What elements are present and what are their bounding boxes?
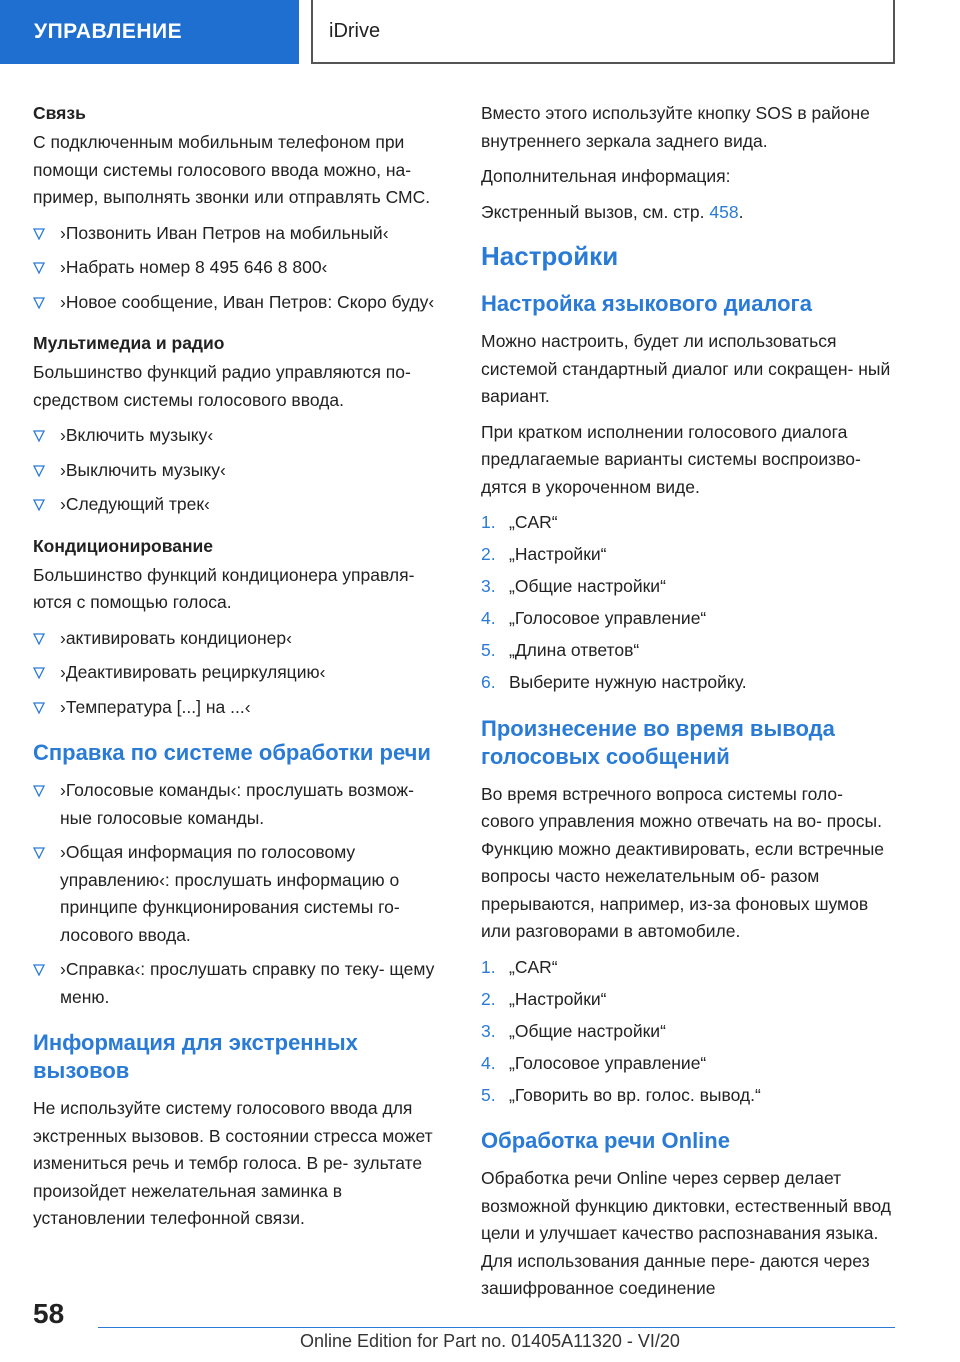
list-item xyxy=(481,1018,895,1046)
step-text: „Голосовое управление“ xyxy=(509,608,707,628)
list-item xyxy=(481,573,895,601)
step-text: „Общие настройки“ xyxy=(509,576,666,596)
list-item xyxy=(33,694,447,722)
list-item xyxy=(481,637,895,665)
step-text: Выберите нужную настройку. xyxy=(509,672,747,692)
step-number: 5. xyxy=(481,640,496,660)
list-item xyxy=(33,839,447,949)
list-item xyxy=(33,659,447,687)
step-number: 3. xyxy=(481,1020,496,1041)
step-text: „Настройки“ xyxy=(509,544,607,564)
step-number: 3. xyxy=(481,576,496,596)
command-text: ›Позвонить Иван Петров на мобильный‹ xyxy=(60,222,389,243)
section-title: УПРАВЛЕНИЕ xyxy=(34,20,183,43)
list-item xyxy=(481,986,895,1014)
triangle-bullet-icon xyxy=(33,228,45,240)
step-number: 1. xyxy=(481,512,496,532)
left-column xyxy=(33,100,447,1241)
command-text: ›Голосовые команды‹: прослушать возмож- ные голосовые команды. xyxy=(60,780,414,828)
media-text: Большинство функций радио управляются по- средством системы голосового ввода. xyxy=(33,362,411,410)
lang-heading: Настройка языкового диалога xyxy=(481,291,812,316)
climate-heading: Кондиционирование xyxy=(33,535,214,556)
help-commands xyxy=(33,777,447,1011)
list-item xyxy=(481,669,895,697)
command-text: ›Включить музыку‹ xyxy=(60,425,214,445)
chapter-title: iDrive xyxy=(329,19,381,42)
step-number: 6. xyxy=(481,672,496,692)
step-text: „CAR“ xyxy=(509,512,558,532)
edition-note: Online Edition for Part no. 01405A11320 - VI/20 xyxy=(300,1331,680,1351)
page-link[interactable]: 458 xyxy=(709,201,739,222)
svyaz-heading: Связь xyxy=(33,103,86,123)
svyaz-text: С подключенным мобильным телефоном при помощи системы голосового ввода можно, на- пример, выполнять звонки или отправлять СМС. xyxy=(33,132,431,207)
lang-text-2: При кратком исполнении голосового диалога предлагаемые варианты системы воспроизво- дятся в укороченном виде. xyxy=(481,421,861,497)
list-item xyxy=(481,1050,895,1078)
reference-text: Экстренный вызов, см. стр. xyxy=(481,201,710,222)
step-number: 1. xyxy=(481,956,496,977)
command-text: ›Температура [...] на ...‹ xyxy=(60,696,251,717)
chapter-header xyxy=(311,0,895,64)
command-text: ›Выключить музыку‹ xyxy=(60,459,226,480)
climate-text: Большинство функций кондиционера управля- ются с помощью голоса. xyxy=(33,564,415,612)
step-number: 2. xyxy=(481,544,496,564)
step-number: 2. xyxy=(481,988,496,1009)
list-item xyxy=(481,509,895,537)
more-info-label: Дополнительная информация: xyxy=(481,166,731,186)
step-text: „CAR“ xyxy=(509,956,558,977)
right-column xyxy=(481,100,895,1311)
lang-text-1: Можно настроить, будет ли использоваться системой стандартный диалог или сокращен- ный вариант. xyxy=(481,331,891,406)
triangle-bullet-icon xyxy=(33,465,45,477)
climate-commands xyxy=(33,625,447,722)
lang-steps xyxy=(481,509,895,697)
page-number: 58 xyxy=(33,1298,65,1329)
triangle-bullet-icon xyxy=(33,964,45,976)
list-item xyxy=(481,1082,895,1110)
list-item xyxy=(33,457,447,485)
reference-end: . xyxy=(738,201,744,222)
speak-heading: Произнесение во время вывода голосовых сообщений xyxy=(481,715,835,769)
settings-heading: Настройки xyxy=(481,241,619,271)
sos-text: Вместо этого используйте кнопку SOS в районе внутреннего зеркала заднего вида. xyxy=(481,103,870,151)
list-item xyxy=(33,956,447,1011)
speak-text: Во время встречного вопроса системы голо- сового управления можно отвечать на во- просы. Функцию можно деактивировать, если встречные вопросы часто нежелательным об- разом прерываются, например, из-за фоновых шумов или разговорами в автомобиле. xyxy=(481,783,885,941)
triangle-bullet-icon xyxy=(33,785,45,797)
step-number: 5. xyxy=(481,1084,496,1105)
triangle-bullet-icon xyxy=(33,847,45,859)
step-text: „Голосовое управление“ xyxy=(509,1052,707,1073)
command-text: ›Деактивировать рециркуляцию‹ xyxy=(60,662,326,682)
svyaz-commands xyxy=(33,220,447,317)
list-item xyxy=(33,491,447,519)
step-text: „Настройки“ xyxy=(509,988,607,1009)
footer-divider xyxy=(98,1327,895,1328)
triangle-bullet-icon xyxy=(33,499,45,511)
triangle-bullet-icon xyxy=(33,702,45,714)
list-item xyxy=(33,422,447,450)
section-tab xyxy=(0,0,299,64)
step-text: „Говорить во вр. голос. вывод.“ xyxy=(509,1084,761,1105)
command-text: ›Новое сообщение, Иван Петров: Скоро буду‹ xyxy=(60,291,435,312)
list-item xyxy=(481,954,895,982)
list-item xyxy=(33,289,447,317)
triangle-bullet-icon xyxy=(33,297,45,309)
media-commands xyxy=(33,422,447,519)
command-text: ›Общая информация по голосовому управлению‹: прослушать информацию о принципе функционирования системы го- лосового ввода. xyxy=(60,842,400,945)
triangle-bullet-icon xyxy=(33,633,45,645)
list-item xyxy=(33,625,447,653)
list-item xyxy=(33,254,447,282)
list-item xyxy=(481,605,895,633)
command-text: ›активировать кондиционер‹ xyxy=(60,627,292,648)
online-text: Обработка речи Online через сервер делает возможной функцию диктовки, естественный ввод цели и улучшает качество распознавания языка. Для использования данные пере- даются через зашифрованное соединение xyxy=(481,1168,892,1298)
media-heading: Мультимедиа и радио xyxy=(33,333,225,353)
list-item xyxy=(33,777,447,832)
speak-steps xyxy=(481,954,895,1110)
step-number: 4. xyxy=(481,608,496,628)
triangle-bullet-icon xyxy=(33,667,45,679)
online-heading: Обработка речи Online xyxy=(481,1128,730,1153)
step-text: „Общие настройки“ xyxy=(509,1020,666,1041)
list-item xyxy=(481,541,895,569)
command-text: ›Набрать номер 8 495 646 8 800‹ xyxy=(60,257,328,277)
triangle-bullet-icon xyxy=(33,430,45,442)
list-item xyxy=(33,220,447,248)
help-heading: Справка по системе обработки речи xyxy=(33,740,431,765)
emergency-reference xyxy=(481,199,895,227)
emergency-heading: Информация для экстренных вызовов xyxy=(33,1030,358,1083)
step-number: 4. xyxy=(481,1052,496,1073)
command-text: ›Следующий трек‹ xyxy=(60,494,210,514)
step-text: „Длина ответов“ xyxy=(509,640,640,660)
command-text: ›Справка‹: прослушать справку по теку- щему меню. xyxy=(60,959,435,1007)
emergency-text: Не используйте систему голосового ввода для экстренных вызовов. В состоянии стресса может измениться речь и тембр голоса. В ре- зультате произойдет нежелательная заминка в установлении телефонной связи. xyxy=(33,1098,433,1228)
triangle-bullet-icon xyxy=(33,262,45,274)
